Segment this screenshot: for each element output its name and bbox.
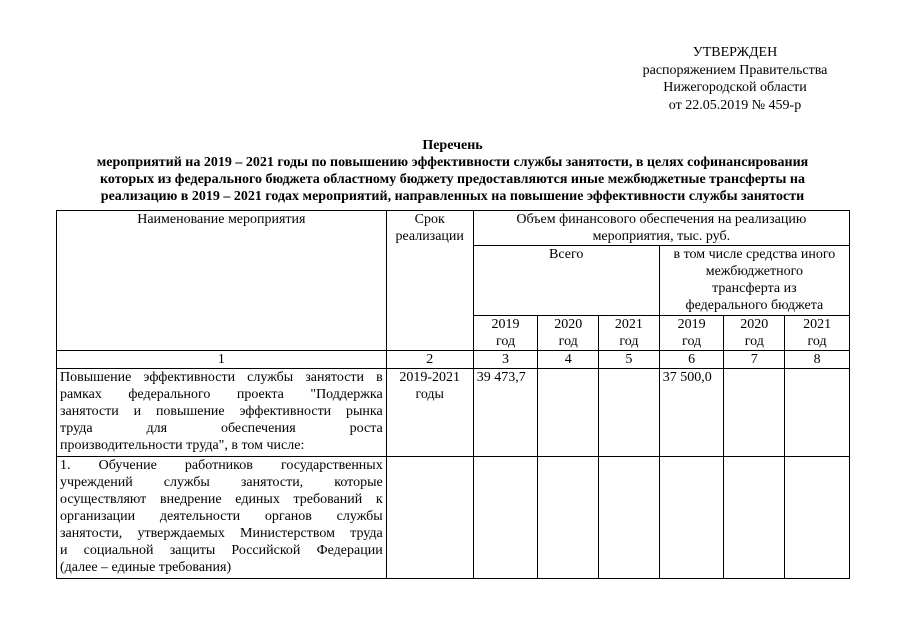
year-number: 2019 bbox=[677, 317, 706, 332]
heading-title: Перечень bbox=[422, 138, 483, 153]
year-number: 2020 bbox=[554, 317, 583, 332]
measure-name bbox=[57, 369, 387, 457]
heading-line: мероприятий на 2019 – 2021 годы по повышению эффективности службы занятости, в целях софинансирования bbox=[96, 155, 809, 170]
column-number: 1 bbox=[57, 351, 387, 369]
year-number: 2021 bbox=[803, 317, 832, 332]
header-transfer-line: в том числе средства иного bbox=[673, 247, 836, 262]
header-year bbox=[538, 316, 599, 351]
value-transfer-2019 bbox=[659, 457, 724, 579]
column-number: 7 bbox=[724, 351, 785, 369]
measure-name-line: 1. Обучение работников государственных bbox=[60, 458, 383, 473]
measure-name-line: занятости, утверждаемых Министерством труда bbox=[60, 526, 383, 541]
header-term bbox=[386, 211, 473, 351]
year-word: год bbox=[682, 334, 702, 349]
column-number: 8 bbox=[785, 351, 850, 369]
heading-line: реализацию в 2019 – 2021 годах мероприятий, направленных на повышение эффективности службы занятости bbox=[100, 189, 805, 204]
value-transfer-2021 bbox=[785, 457, 850, 579]
value-total-2019: 39 473,7 bbox=[473, 369, 538, 457]
value-transfer-2021 bbox=[785, 369, 850, 457]
header-name-text: Наименование мероприятия bbox=[137, 212, 306, 227]
year-number: 2020 bbox=[740, 317, 769, 332]
measure-term-line: 2019-2021 bbox=[399, 370, 461, 385]
measure-term-line: годы bbox=[415, 387, 444, 402]
year-word: год bbox=[619, 334, 639, 349]
measure-name-line: занятости и повышение эффективности рынка bbox=[60, 404, 383, 419]
header-row bbox=[57, 211, 850, 246]
header-term-line: Срок bbox=[414, 212, 445, 227]
approval-stamp bbox=[600, 44, 870, 114]
value-total-2021 bbox=[599, 369, 660, 457]
column-number: 4 bbox=[538, 351, 599, 369]
header-transfer-line: федерального бюджета bbox=[685, 298, 824, 313]
heading-line: которых из федерального бюджета областному бюджету предоставляются иные межбюджетные трансферты на bbox=[100, 172, 805, 187]
table-row bbox=[57, 457, 850, 579]
value-transfer-2019: 37 500,0 bbox=[659, 369, 724, 457]
column-number: 6 bbox=[659, 351, 724, 369]
column-number: 3 bbox=[473, 351, 538, 369]
approval-date: от 22.05.2019 № 459-р bbox=[668, 97, 802, 113]
header-year bbox=[724, 316, 785, 351]
value-total-2020 bbox=[538, 369, 599, 457]
year-number: 2019 bbox=[491, 317, 520, 332]
measure-term bbox=[386, 457, 473, 579]
header-term-line: реализации bbox=[395, 229, 464, 244]
measure-name bbox=[57, 457, 387, 579]
measure-name-line: производительности труда", в том числе: bbox=[60, 438, 305, 453]
approval-order: распоряжением Правительства bbox=[642, 62, 828, 78]
header-transfer-line: трансферта из bbox=[712, 281, 797, 296]
measure-name-line: учреждений службы занятости, которые bbox=[60, 475, 383, 490]
year-word: год bbox=[558, 334, 578, 349]
year-number: 2021 bbox=[614, 317, 643, 332]
header-year bbox=[599, 316, 660, 351]
column-number: 2 bbox=[386, 351, 473, 369]
value-transfer-2020 bbox=[724, 369, 785, 457]
header-volume bbox=[473, 211, 849, 246]
measure-name-line: организации деятельности органов службы bbox=[60, 509, 383, 524]
measure-name-line: Повышение эффективности службы занятости в bbox=[60, 370, 383, 385]
header-year bbox=[473, 316, 538, 351]
value-total-2021 bbox=[599, 457, 660, 579]
approval-title: УТВЕРЖДЕН bbox=[692, 45, 778, 60]
header-year bbox=[785, 316, 850, 351]
value-total-2020 bbox=[538, 457, 599, 579]
measure-term bbox=[386, 369, 473, 457]
header-total-text: Всего bbox=[549, 247, 584, 262]
measure-name-line: осуществляют внедрение единых требований к bbox=[60, 492, 383, 507]
year-word: год bbox=[744, 334, 764, 349]
column-numbers-row bbox=[57, 351, 850, 369]
header-transfer bbox=[659, 246, 849, 316]
header-volume-line: Объем финансового обеспечения на реализацию bbox=[516, 212, 807, 227]
header-volume-line: мероприятия, тыс. руб. bbox=[592, 229, 731, 244]
measures-table bbox=[56, 210, 850, 579]
value-total-2019 bbox=[473, 457, 538, 579]
document-heading bbox=[40, 137, 865, 205]
year-word: год bbox=[495, 334, 516, 349]
measure-name-line: и социальной защиты Российской Федерации bbox=[60, 543, 383, 558]
measure-name-line: рамках федерального проекта "Поддержка bbox=[60, 387, 383, 402]
value-transfer-2020 bbox=[724, 457, 785, 579]
year-word: год bbox=[807, 334, 827, 349]
header-total bbox=[473, 246, 659, 316]
measure-name-line: труда для обеспечения роста bbox=[60, 421, 383, 436]
header-year bbox=[659, 316, 724, 351]
measure-name-line: (далее – единые требования) bbox=[60, 560, 232, 575]
table-row bbox=[57, 369, 850, 457]
approval-region: Нижегородской области bbox=[663, 80, 807, 95]
header-name bbox=[57, 211, 387, 351]
column-number: 5 bbox=[599, 351, 660, 369]
header-transfer-line: межбюджетного bbox=[705, 264, 803, 279]
